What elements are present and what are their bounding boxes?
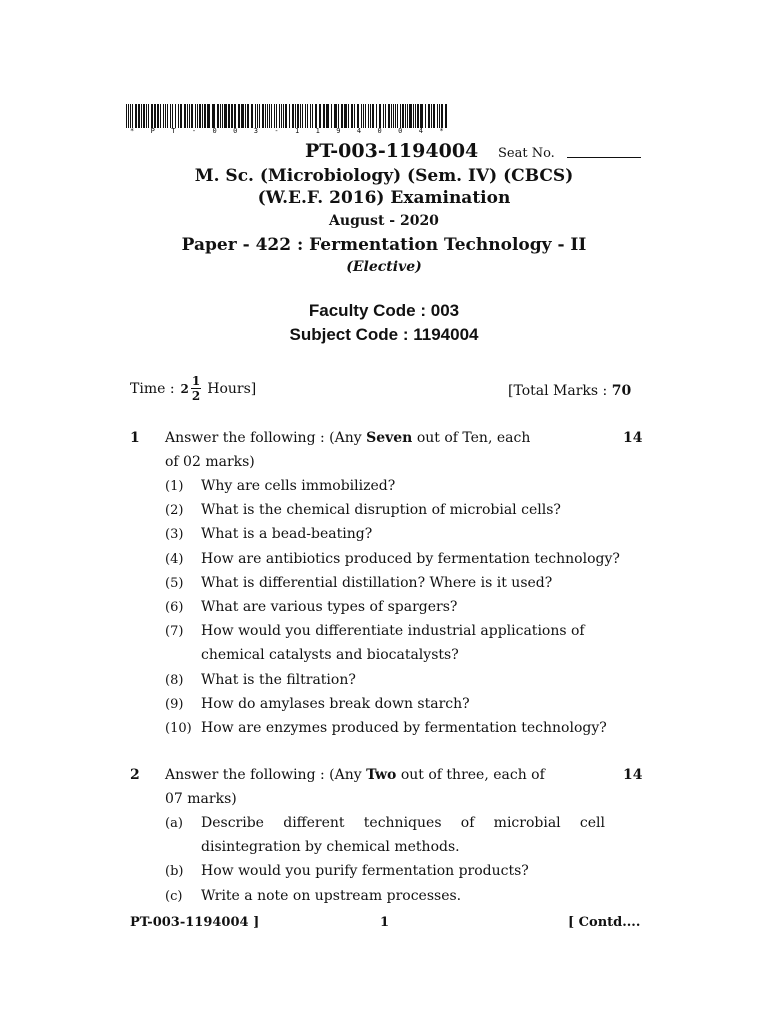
paper-code: PT-003-1194004 — [305, 140, 479, 162]
time-numerator: 1 — [191, 374, 201, 388]
question-item-text: What are various types of spargers? — [201, 599, 458, 615]
continued-label: [ Contd.... — [568, 915, 641, 930]
q2-number: 2 — [130, 767, 140, 783]
question-item-text: How are enzymes produced by fermentation technology? — [201, 720, 607, 736]
q2-instruction-text: Answer the following : (Any — [165, 767, 362, 783]
question-item-text: chemical catalysts and biocatalysts? — [201, 647, 459, 664]
question-item-text: Describe different techniques of microbial cell — [201, 815, 605, 831]
q1-instruction-bold: Seven — [366, 430, 413, 446]
time-suffix: Hours] — [207, 380, 257, 397]
q2-instruction — [165, 767, 545, 783]
exam-title: M. Sc. (Microbiology) (Sem. IV) (CBCS) — [194, 166, 574, 186]
question-item-text: What is the chemical disruption of microbial cells? — [201, 502, 561, 519]
question-item-text: Write a note on upstream processes. — [201, 887, 462, 904]
faculty-code: Faculty Code : 003 — [308, 301, 460, 320]
question-item-text: How do amylases break down starch? — [201, 695, 470, 712]
time-fraction — [191, 374, 201, 403]
question-item-number: (b) — [165, 864, 184, 880]
question-item-number: (6) — [165, 600, 184, 615]
question-item-number: (8) — [165, 672, 184, 688]
question-item-number: (1) — [165, 479, 184, 494]
question-item-text: disintegration by chemical methods. — [201, 839, 460, 856]
exam-date: August - 2020 — [329, 213, 439, 229]
q1-instruction-line2: of 02 marks) — [165, 454, 255, 470]
subject-code: Subject Code : 1194004 — [289, 325, 479, 344]
total-marks-label: [Total Marks : — [508, 383, 608, 399]
total-marks-value: 70 — [611, 383, 632, 399]
time-whole: 2 — [180, 381, 189, 396]
q1-instruction-text: Answer the following : (Any — [165, 430, 362, 446]
q1-number: 1 — [130, 430, 140, 446]
question-item-text: What is differential distillation? Where is it used? — [201, 574, 553, 591]
q2-instruction-rest: out of three, each of — [400, 767, 545, 783]
barcode-text: * P T - 0 0 3 - 1 1 9 4 0 0 4 * — [130, 127, 450, 135]
question-item-number: (10) — [165, 721, 192, 736]
total-marks — [508, 383, 631, 399]
elective-label: (Elective) — [346, 259, 422, 275]
time-label: Time : — [130, 380, 175, 397]
q1-instruction — [165, 430, 530, 446]
question-item-text: What is a bead-beating? — [201, 526, 373, 543]
barcode — [126, 104, 448, 128]
question-item-number: (c) — [165, 888, 183, 904]
footer-paper-code: PT-003-1194004 ] — [130, 915, 260, 930]
question-item-text: How would you purify fermentation products? — [201, 863, 529, 880]
question-item-number: (3) — [165, 527, 184, 543]
q2-instruction-bold: Two — [366, 767, 397, 783]
q2-instruction-line2: 07 marks) — [165, 791, 237, 807]
question-item-text: How would you differentiate industrial applications of — [201, 623, 585, 640]
question-item-text: How are antibiotics produced by fermentation technology? — [201, 550, 620, 567]
question-item-number: (9) — [165, 696, 184, 712]
seat-label: Seat No. — [498, 146, 555, 161]
question-item-number: (4) — [165, 551, 184, 567]
page-number: 1 — [380, 915, 390, 930]
question-item-number: (7) — [165, 624, 184, 640]
question-item-number: (a) — [165, 816, 183, 831]
q2-marks: 14 — [623, 767, 643, 783]
question-item-text: Why are cells immobilized? — [201, 478, 396, 494]
q1-marks: 14 — [623, 430, 643, 446]
paper-title: Paper - 422 : Fermentation Technology - II — [181, 235, 587, 255]
question-item-text: What is the filtration? — [201, 671, 356, 688]
time-denominator: 2 — [191, 389, 201, 403]
question-item-number: (5) — [165, 575, 184, 591]
seat-number-blank — [567, 157, 641, 158]
exam-subtitle: (W.E.F. 2016) Examination — [257, 188, 511, 208]
time-allowed — [130, 374, 256, 403]
q1-instruction-rest: out of Ten, each — [416, 430, 531, 446]
question-item-number: (2) — [165, 503, 184, 519]
